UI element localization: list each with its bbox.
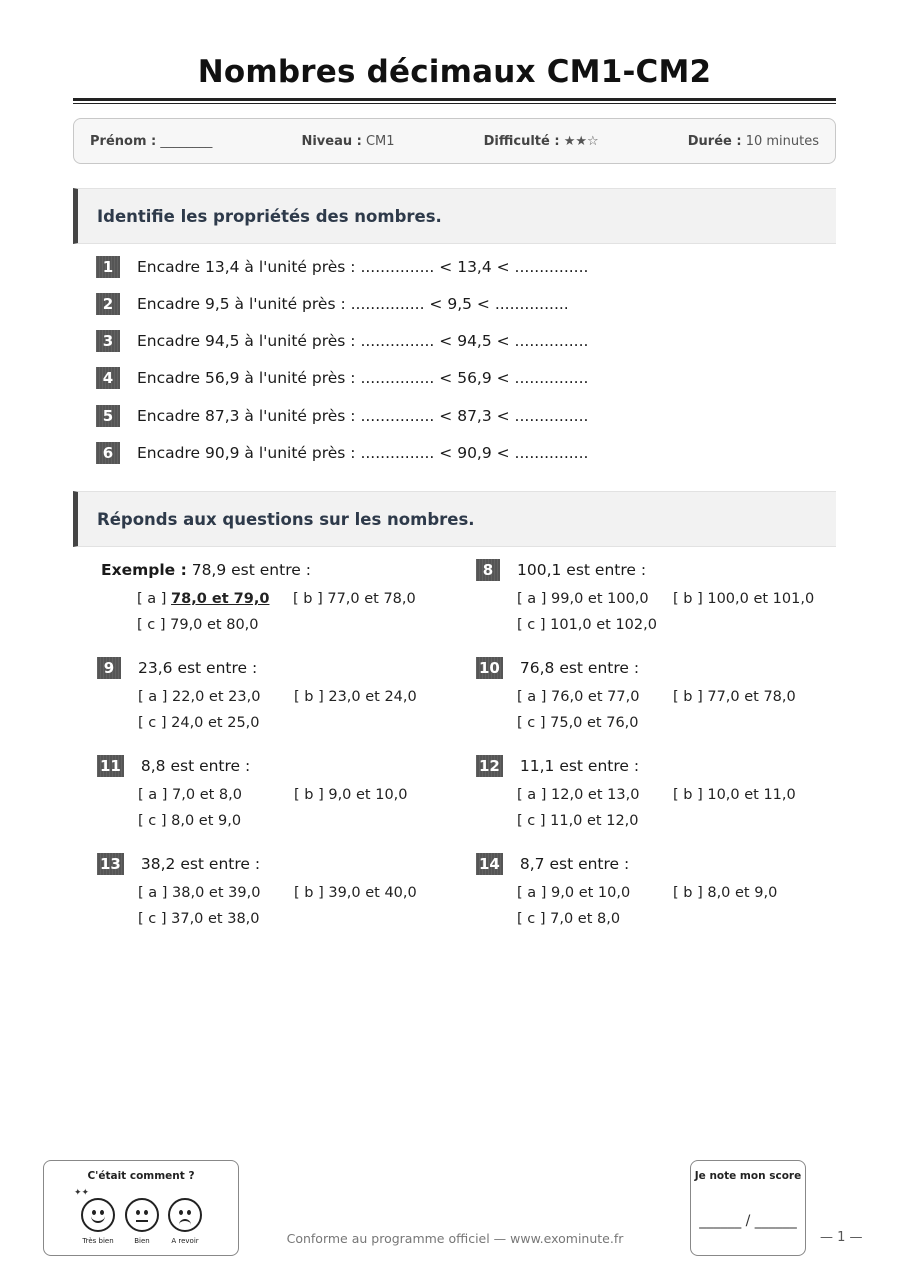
exercise-text: Encadre 87,3 à l'unité près : ............... < 87,3 < ...............: [137, 407, 589, 425]
question-number: 11: [97, 755, 124, 777]
option-a[interactable]: [ a ] 12,0 et 13,0: [517, 787, 640, 803]
mcq-question: [476, 853, 836, 935]
question-number: 3: [96, 330, 120, 352]
exercise-item: [96, 293, 569, 315]
exercise-text: Encadre 56,9 à l'unité près : ............... < 56,9 < ...............: [137, 369, 589, 387]
question-number: 6: [96, 442, 120, 464]
question-number: 9: [97, 657, 121, 679]
face-label: Très bien: [82, 1237, 114, 1245]
option-a[interactable]: [ a ] 76,0 et 77,0: [517, 689, 640, 705]
option-a[interactable]: [ a ] 22,0 et 23,0: [138, 689, 261, 705]
question-number: 14: [476, 853, 503, 875]
option-c[interactable]: [ c ] 11,0 et 12,0: [517, 813, 639, 829]
option-b[interactable]: [ b ] 77,0 et 78,0: [673, 689, 796, 705]
mcq-question: [476, 657, 836, 739]
option-b[interactable]: [ b ] 100,0 et 101,0: [673, 591, 815, 607]
question-text: 100,1 est entre :: [517, 561, 647, 579]
question-text: 38,2 est entre :: [140, 855, 261, 873]
question-text: 11,1 est entre :: [519, 757, 640, 775]
score-box: [690, 1160, 806, 1256]
page-number: — 1 —: [820, 1230, 863, 1245]
question-number: 12: [476, 755, 503, 777]
question-number: 13: [97, 853, 124, 875]
question-text: 8,7 est entre :: [519, 855, 630, 873]
option-c[interactable]: [ c ] 101,0 et 102,0: [517, 617, 657, 633]
exercise-text: Encadre 9,5 à l'unité près : ............... < 9,5 < ...............: [137, 295, 569, 313]
option-b[interactable]: [ b ] 8,0 et 9,0: [673, 885, 778, 901]
option-c[interactable]: [ c ] 8,0 et 9,0: [138, 813, 242, 829]
option-a[interactable]: [ a ] 9,0 et 10,0: [517, 885, 631, 901]
neutral-face-icon[interactable]: [125, 1198, 159, 1232]
mcq-question: [476, 755, 836, 837]
option-c[interactable]: [ c ] 24,0 et 25,0: [138, 715, 260, 731]
question-text: 8,8 est entre :: [140, 757, 251, 775]
option-a[interactable]: [ a ] 38,0 et 39,0: [138, 885, 261, 901]
score-field[interactable]: ______ / ______: [699, 1213, 797, 1229]
face-label: A revoir: [171, 1237, 199, 1245]
happy-face-icon[interactable]: [81, 1198, 115, 1232]
exercise-text: Encadre 94,5 à l'unité près : ............... < 94,5 < ...............: [137, 332, 589, 350]
example-question: [101, 559, 461, 641]
example-label: Exemple :: [101, 561, 187, 579]
option-a[interactable]: [ a ] 78,0 et 79,0: [137, 591, 270, 607]
option-a[interactable]: [ a ] 99,0 et 100,0: [517, 591, 649, 607]
option-c[interactable]: [ c ] 7,0 et 8,0: [517, 911, 621, 927]
exercise-item: [96, 442, 588, 464]
question-number: 1: [96, 256, 120, 278]
exercise-item: [96, 256, 588, 278]
difficulte-info: Difficulté : ★★☆: [483, 133, 599, 149]
page-title: Nombres décimaux CM1-CM2: [197, 54, 712, 90]
sad-face-icon[interactable]: [168, 1198, 202, 1232]
question-number: 8: [476, 559, 500, 581]
correct-answer: 78,0 et 79,0: [171, 591, 270, 607]
sparkle-icon: ✦✦: [74, 1188, 90, 1198]
option-b[interactable]: [ b ] 10,0 et 11,0: [673, 787, 796, 803]
option-c[interactable]: [ c ] 79,0 et 80,0: [137, 617, 259, 633]
option-c[interactable]: [ c ] 75,0 et 76,0: [517, 715, 639, 731]
footer-conformity: Conforme au programme officiel — www.exominute.fr: [286, 1231, 624, 1246]
option-c[interactable]: [ c ] 37,0 et 38,0: [138, 911, 260, 927]
duree-info: Durée : 10 minutes: [687, 133, 819, 149]
question-number: 2: [96, 293, 120, 315]
question-text: 23,6 est entre :: [138, 659, 258, 677]
option-b[interactable]: [ b ] 23,0 et 24,0: [294, 689, 417, 705]
question-number: 10: [476, 657, 503, 679]
exercise-item: [96, 405, 588, 427]
option-b[interactable]: [ b ] 39,0 et 40,0: [294, 885, 417, 901]
feedback-title: C'était comment ?: [87, 1170, 195, 1182]
score-title: Je note mon score: [694, 1170, 802, 1182]
exercise-text: Encadre 90,9 à l'unité près : ............... < 90,9 < ...............: [137, 444, 589, 462]
mcq-question: [476, 559, 836, 641]
title-rule: [73, 98, 836, 101]
option-a[interactable]: [ a ] 7,0 et 8,0: [138, 787, 242, 803]
section-heading: Identifie les propriétés des nombres.: [73, 188, 836, 244]
mcq-question: [97, 755, 457, 837]
mcq-question: [97, 853, 457, 935]
niveau-info: Niveau : CM1: [301, 133, 395, 149]
option-b[interactable]: [ b ] 9,0 et 10,0: [294, 787, 408, 803]
question-text: 76,8 est entre :: [519, 659, 640, 677]
question-number: 4: [96, 367, 120, 389]
section-heading: Réponds aux questions sur les nombres.: [73, 491, 836, 547]
exercise-item: [96, 367, 588, 389]
title-rule-thin: [73, 103, 836, 104]
mcq-question: [97, 657, 457, 739]
prenom-field[interactable]: Prénom : ________: [90, 133, 213, 149]
question-number: 5: [96, 405, 120, 427]
info-box: [73, 118, 836, 164]
option-b[interactable]: [ b ] 77,0 et 78,0: [293, 591, 416, 607]
question-text: 78,9 est entre :: [191, 561, 311, 579]
exercise-item: [96, 330, 588, 352]
exercise-text: Encadre 13,4 à l'unité près : ............... < 13,4 < ...............: [137, 258, 589, 276]
face-label: Bien: [134, 1237, 150, 1245]
